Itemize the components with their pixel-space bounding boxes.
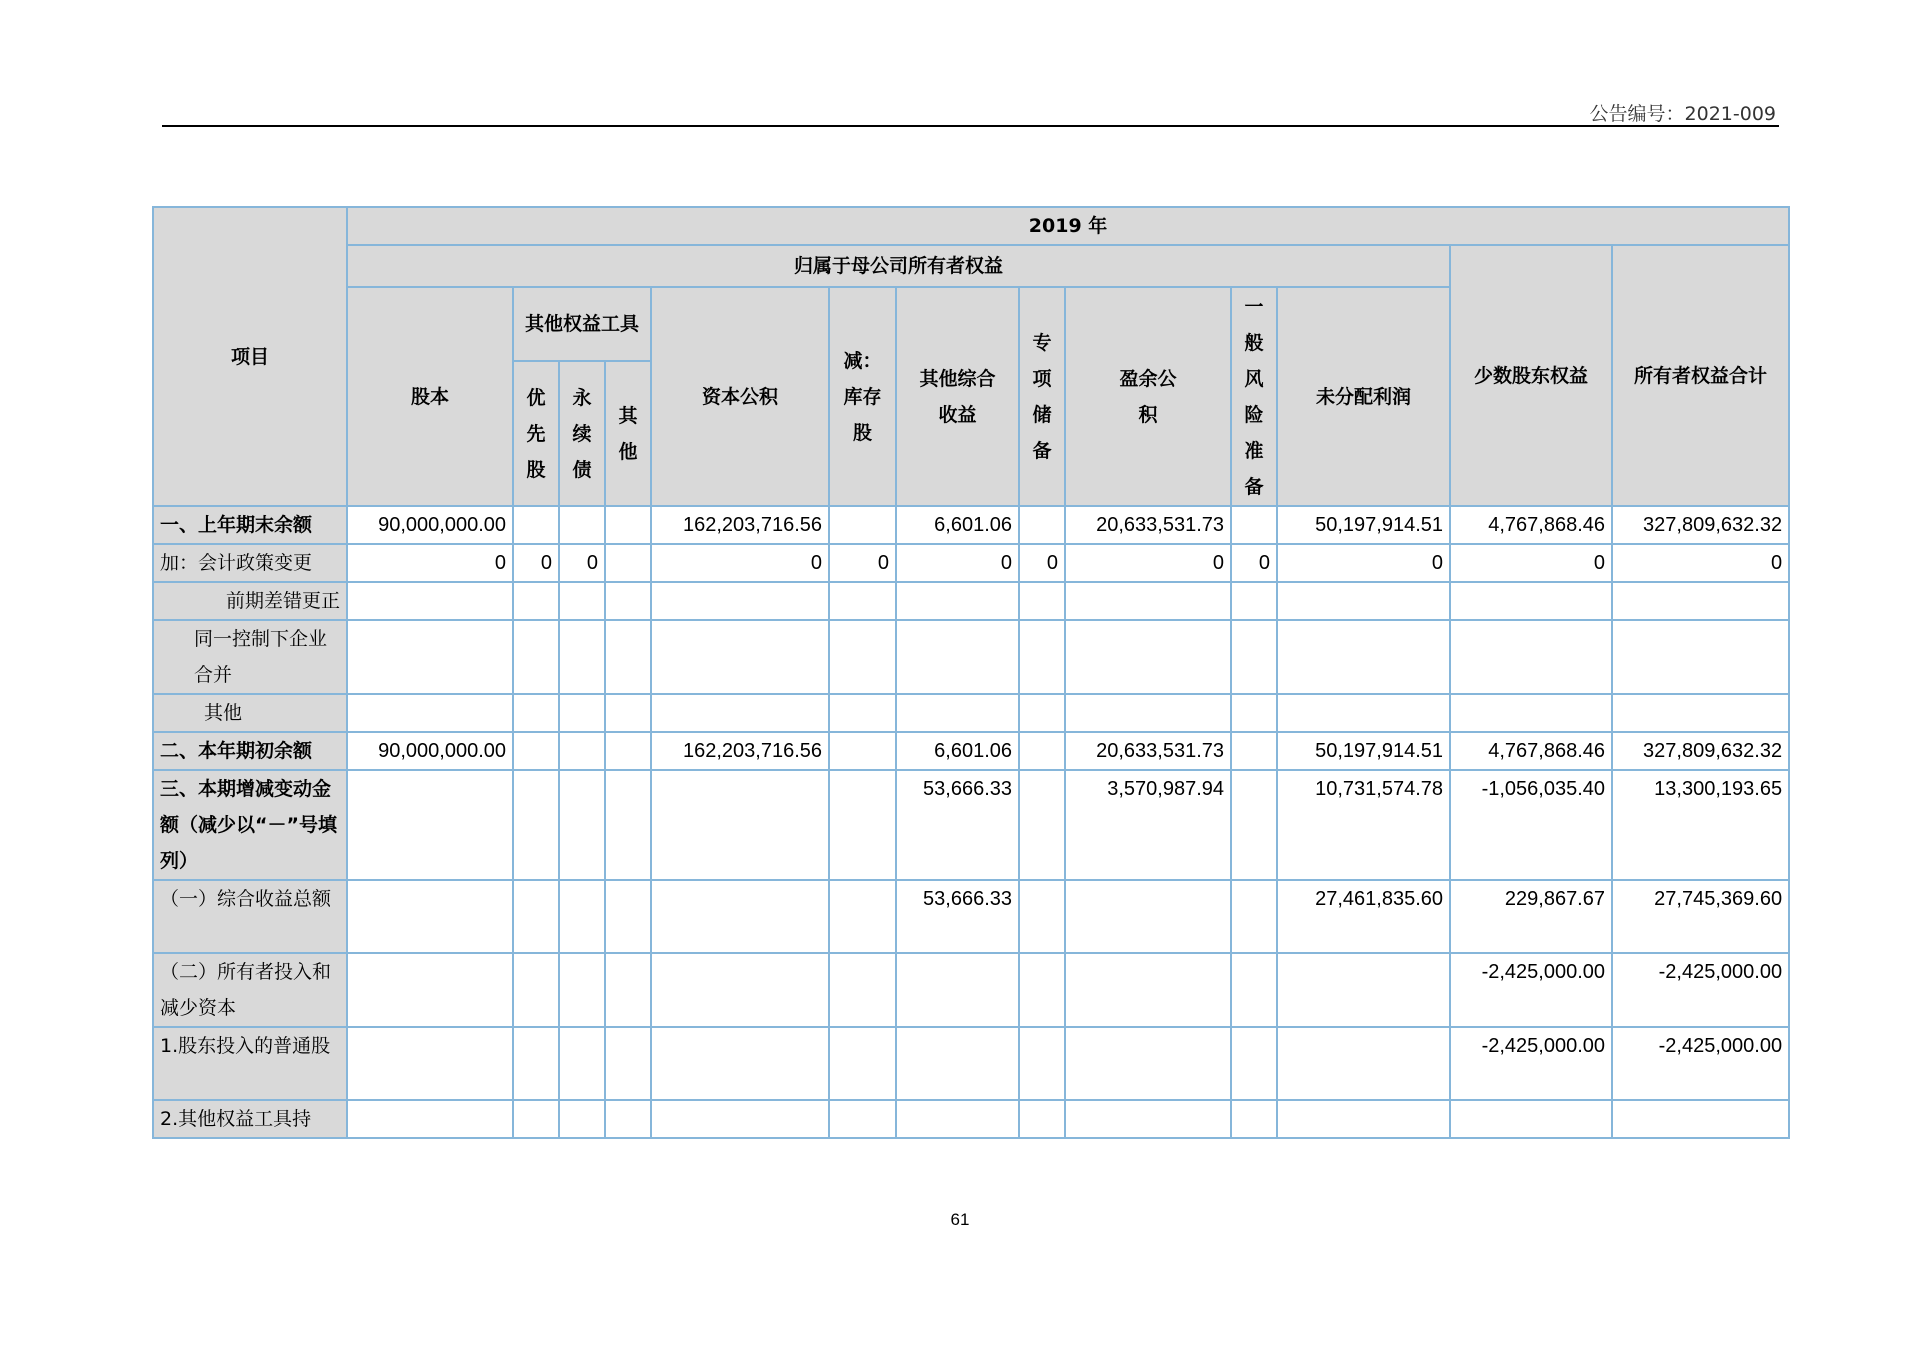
table-cell xyxy=(1231,620,1277,694)
table-cell: 50,197,914.51 xyxy=(1277,506,1450,544)
row-label: 二、本年期初余额 xyxy=(153,732,347,770)
table-cell: 0 xyxy=(651,544,829,582)
table-row xyxy=(153,953,1789,1027)
table-cell xyxy=(1231,694,1277,732)
table-cell xyxy=(513,694,559,732)
table-cell xyxy=(651,770,829,880)
table-cell xyxy=(1450,582,1612,620)
table-cell xyxy=(896,1027,1019,1100)
table-cell xyxy=(1277,1100,1450,1138)
table-cell xyxy=(1612,582,1789,620)
row-label: （二）所有者投入和减少资本 xyxy=(153,953,347,1027)
table-cell xyxy=(1231,880,1277,953)
table-row xyxy=(153,582,1789,620)
table-cell xyxy=(896,1100,1019,1138)
table-cell xyxy=(829,953,896,1027)
row-label: 其他 xyxy=(153,694,347,732)
table-cell xyxy=(1231,953,1277,1027)
table-cell xyxy=(1019,620,1065,694)
table-cell xyxy=(605,544,651,582)
table-cell: -2,425,000.00 xyxy=(1450,1027,1612,1100)
table-cell: 162,203,716.56 xyxy=(651,732,829,770)
table-row xyxy=(153,880,1789,953)
table-cell: 90,000,000.00 xyxy=(347,732,513,770)
table-cell: 53,666.33 xyxy=(896,770,1019,880)
table-cell xyxy=(829,732,896,770)
table-cell xyxy=(1277,582,1450,620)
table-row xyxy=(153,694,1789,732)
table-cell xyxy=(605,770,651,880)
table-cell xyxy=(1277,1027,1450,1100)
table-cell xyxy=(896,582,1019,620)
table-cell xyxy=(347,953,513,1027)
table-cell xyxy=(651,1100,829,1138)
announcement-code: 公告编号：2021-009 xyxy=(1589,103,1776,125)
table-cell xyxy=(1019,506,1065,544)
table-cell xyxy=(605,880,651,953)
page-number: 61 xyxy=(950,1210,970,1229)
table-cell xyxy=(829,506,896,544)
table-cell: -1,056,035.40 xyxy=(1450,770,1612,880)
table-cell: 27,745,369.60 xyxy=(1612,880,1789,953)
row-label: 1.股东投入的普通股 xyxy=(153,1027,347,1100)
table-cell xyxy=(559,694,605,732)
header-item: 项目 xyxy=(153,207,347,506)
table-cell: 0 xyxy=(559,544,605,582)
table-cell xyxy=(1450,620,1612,694)
header-parent-equity: 归属于母公司所有者权益 xyxy=(347,245,1450,287)
table-cell xyxy=(513,732,559,770)
table-cell xyxy=(1019,880,1065,953)
header-minority-interest: 少数股东权益 xyxy=(1450,245,1612,506)
header-other-equity-instruments: 其他权益工具 xyxy=(513,287,651,361)
table-cell xyxy=(605,582,651,620)
table-cell xyxy=(1450,1100,1612,1138)
table-cell xyxy=(513,506,559,544)
table-cell: 0 xyxy=(513,544,559,582)
table-cell xyxy=(651,694,829,732)
table-cell xyxy=(1065,1100,1231,1138)
table-cell: 4,767,868.46 xyxy=(1450,732,1612,770)
table-cell xyxy=(1450,694,1612,732)
table-cell xyxy=(1612,694,1789,732)
row-label: 2.其他权益工具持 xyxy=(153,1100,347,1138)
table-cell xyxy=(1019,694,1065,732)
table-cell xyxy=(651,582,829,620)
table-cell xyxy=(513,1100,559,1138)
table-cell: 0 xyxy=(829,544,896,582)
table-cell: 162,203,716.56 xyxy=(651,506,829,544)
table-cell xyxy=(829,770,896,880)
table-cell xyxy=(559,1100,605,1138)
table-cell: 10,731,574.78 xyxy=(1277,770,1450,880)
table-cell xyxy=(347,880,513,953)
table-cell xyxy=(1019,1100,1065,1138)
table-cell xyxy=(1231,732,1277,770)
header-year: 2019 年 xyxy=(347,207,1789,245)
table-cell: 50,197,914.51 xyxy=(1277,732,1450,770)
table-cell: -2,425,000.00 xyxy=(1612,1027,1789,1100)
table-cell xyxy=(605,694,651,732)
table-cell: 0 xyxy=(896,544,1019,582)
table-cell xyxy=(347,770,513,880)
row-label: （一）综合收益总额 xyxy=(153,880,347,953)
table-cell xyxy=(1277,953,1450,1027)
header-special-reserve: 专项储备 xyxy=(1019,287,1065,506)
table-cell xyxy=(1065,620,1231,694)
table-cell: 0 xyxy=(347,544,513,582)
header-treasury-stock: 减：库存股 xyxy=(829,287,896,506)
header-divider xyxy=(162,125,1779,127)
table-cell xyxy=(1231,1027,1277,1100)
table-cell: 6,601.06 xyxy=(896,506,1019,544)
table-cell xyxy=(559,582,605,620)
table-cell: 13,300,193.65 xyxy=(1612,770,1789,880)
table-cell xyxy=(1065,880,1231,953)
table-cell xyxy=(1231,506,1277,544)
table-cell xyxy=(829,620,896,694)
table-cell xyxy=(559,1027,605,1100)
row-label: 一、上年期末余额 xyxy=(153,506,347,544)
row-label: 同一控制下企业合并 xyxy=(153,620,347,694)
header-preferred-stock: 优先股 xyxy=(513,361,559,506)
table-cell xyxy=(1231,1100,1277,1138)
header-general-risk-reserve: 一般风险准备 xyxy=(1231,287,1277,506)
table-cell xyxy=(1231,770,1277,880)
row-label: 前期差错更正 xyxy=(153,582,347,620)
table-cell xyxy=(1277,694,1450,732)
table-cell xyxy=(513,620,559,694)
table-cell xyxy=(513,880,559,953)
header-oci: 其他综合收益 xyxy=(896,287,1019,506)
header-perpetual-bond: 永续债 xyxy=(559,361,605,506)
table-cell xyxy=(1019,1027,1065,1100)
table-cell xyxy=(1019,582,1065,620)
table-cell xyxy=(347,1027,513,1100)
table-cell: 0 xyxy=(1450,544,1612,582)
table-cell xyxy=(513,953,559,1027)
table-cell xyxy=(651,953,829,1027)
table-cell xyxy=(1612,1100,1789,1138)
table-cell xyxy=(1277,620,1450,694)
table-cell: 6,601.06 xyxy=(896,732,1019,770)
table-cell xyxy=(605,953,651,1027)
table-cell: 20,633,531.73 xyxy=(1065,506,1231,544)
table-cell: -2,425,000.00 xyxy=(1450,953,1612,1027)
table-cell xyxy=(347,694,513,732)
table-cell xyxy=(896,953,1019,1027)
table-cell: 90,000,000.00 xyxy=(347,506,513,544)
table-cell: 0 xyxy=(1277,544,1450,582)
table-cell xyxy=(1019,953,1065,1027)
table-cell: 327,809,632.32 xyxy=(1612,506,1789,544)
table-cell xyxy=(513,582,559,620)
row-label: 加：会计政策变更 xyxy=(153,544,347,582)
table-cell: 327,809,632.32 xyxy=(1612,732,1789,770)
table-cell: 4,767,868.46 xyxy=(1450,506,1612,544)
header-total-equity: 所有者权益合计 xyxy=(1612,245,1789,506)
table-cell xyxy=(1231,582,1277,620)
table-cell xyxy=(559,880,605,953)
table-cell xyxy=(347,620,513,694)
table-cell xyxy=(651,880,829,953)
table-cell xyxy=(559,620,605,694)
table-cell xyxy=(829,1027,896,1100)
table-row xyxy=(153,1100,1789,1138)
table-cell xyxy=(347,582,513,620)
table-cell: 53,666.33 xyxy=(896,880,1019,953)
table-cell xyxy=(896,620,1019,694)
table-cell: 3,570,987.94 xyxy=(1065,770,1231,880)
table-cell xyxy=(1019,770,1065,880)
table-cell xyxy=(651,620,829,694)
header-undistributed-profit: 未分配利润 xyxy=(1277,287,1450,506)
table-cell xyxy=(513,770,559,880)
table-cell xyxy=(513,1027,559,1100)
table-cell xyxy=(559,953,605,1027)
table-cell xyxy=(1065,694,1231,732)
table-row xyxy=(153,1027,1789,1100)
table-cell xyxy=(605,1027,651,1100)
table-cell xyxy=(1065,953,1231,1027)
table-cell xyxy=(829,1100,896,1138)
table-cell: 0 xyxy=(1019,544,1065,582)
table-cell: 229,867.67 xyxy=(1450,880,1612,953)
table-cell: 0 xyxy=(1612,544,1789,582)
table-row xyxy=(153,732,1789,770)
table-row xyxy=(153,770,1789,880)
row-label: 三、本期增减变动金额（减少以“－”号填列） xyxy=(153,770,347,880)
table-cell xyxy=(829,880,896,953)
header-capital-reserve: 资本公积 xyxy=(651,287,829,506)
header-share-capital: 股本 xyxy=(347,287,513,506)
equity-changes-table xyxy=(152,206,1790,1139)
header-surplus-reserve: 盈余公积 xyxy=(1065,287,1231,506)
table-row xyxy=(153,544,1789,582)
table-cell xyxy=(1065,1027,1231,1100)
table-cell xyxy=(605,1100,651,1138)
table-cell xyxy=(605,506,651,544)
table-cell xyxy=(559,770,605,880)
table-cell: 27,461,835.60 xyxy=(1277,880,1450,953)
table-cell xyxy=(829,694,896,732)
table-cell xyxy=(559,732,605,770)
table-cell xyxy=(605,732,651,770)
table-cell xyxy=(651,1027,829,1100)
table-cell xyxy=(896,694,1019,732)
table-row xyxy=(153,620,1789,694)
table-row xyxy=(153,506,1789,544)
table-cell xyxy=(347,1100,513,1138)
table-cell xyxy=(605,620,651,694)
table-cell xyxy=(1612,620,1789,694)
table-cell: 20,633,531.73 xyxy=(1065,732,1231,770)
table-cell: -2,425,000.00 xyxy=(1612,953,1789,1027)
table-cell xyxy=(559,506,605,544)
header-other-instrument: 其他 xyxy=(605,361,651,506)
table-cell: 0 xyxy=(1065,544,1231,582)
table-cell xyxy=(829,582,896,620)
table-cell xyxy=(1019,732,1065,770)
table-cell: 0 xyxy=(1231,544,1277,582)
table-cell xyxy=(1065,582,1231,620)
